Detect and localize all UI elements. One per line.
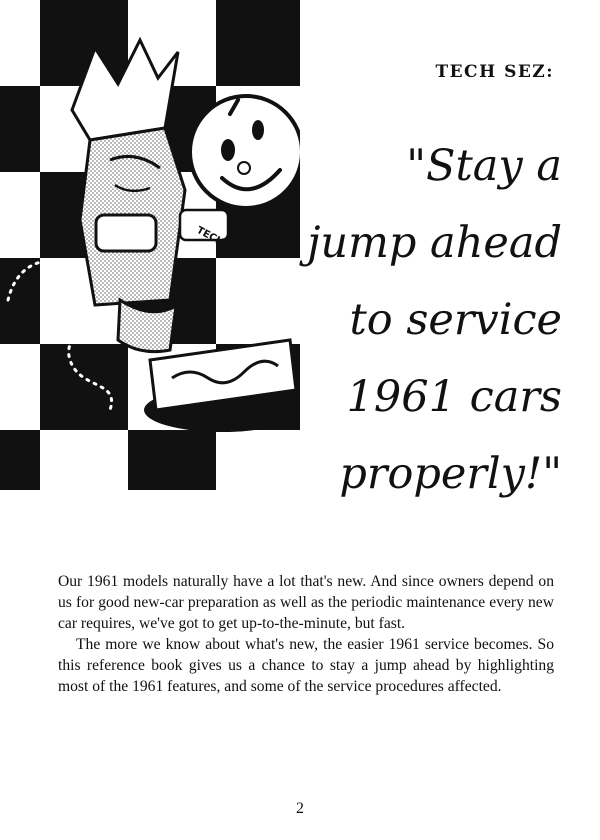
quote-line: 1961 cars	[346, 372, 562, 422]
quote-line: jump ahead	[307, 218, 562, 268]
quote-line: properly!"	[339, 449, 562, 499]
chess-knight-mascot-illustration	[0, 0, 300, 520]
body-paragraph: Our 1961 models naturally have a lot that's new. And since owners depend on us for good new-car preparation as well as the periodic maintenance every new car requires, we've got to get up-to-the-minute, but fast.	[58, 573, 554, 632]
body-paragraph: The more we know about what's new, the easier 1961 service becomes. So this reference book gives us a chance to stay a jump ahead by highlighting most of the 1961 features, and some of the service procedures affected.	[58, 636, 554, 695]
quote-line: "Stay a	[406, 141, 562, 191]
tech-sez-heading: TECH SEZ:	[435, 62, 554, 82]
mascot-badge-text: TECH	[194, 224, 226, 249]
body-text	[58, 571, 554, 697]
quote-line: to service	[349, 295, 562, 345]
headline-quote	[282, 128, 562, 513]
page-number: 2	[296, 800, 304, 817]
